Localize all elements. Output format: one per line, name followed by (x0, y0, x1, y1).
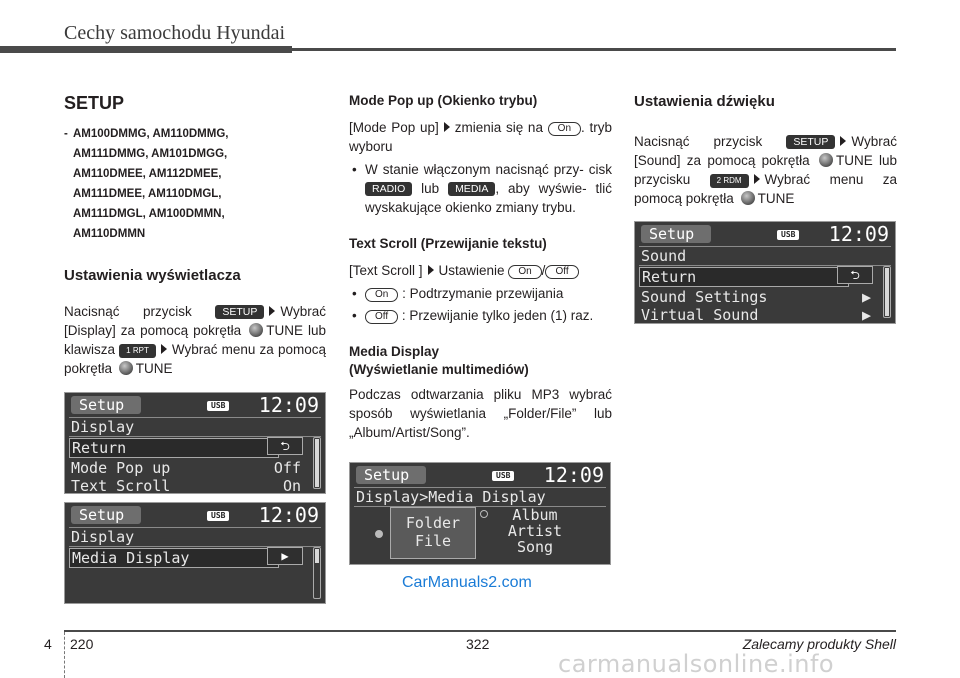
usb-badge: USB (777, 230, 799, 240)
clock: 12:09 (828, 222, 889, 246)
display-instructions: Nacisnąć przycisk SETUP Wybrać [Display] za pomocą pokrętła TUNE lub klawisza 1 RPT Wybrać menu za pomocą pokrętła TUNE (64, 304, 326, 376)
text-scroll-bullet-off: • Off : Przewijanie tylko jeden (1) raz. (352, 308, 594, 323)
menu-item-sound-settings: Sound Settings ▶ (641, 288, 871, 306)
usb-badge: USB (207, 401, 229, 411)
menu-title: Sound (641, 247, 687, 265)
header-line (64, 48, 896, 51)
clock: 12:09 (543, 463, 604, 487)
menu-title: Display (71, 528, 135, 546)
menu-item-media-display: Media Display (69, 548, 279, 568)
sound-instructions: Nacisnąć przycisk SETUP Wybrać [Sound] za pomocą pokrętła TUNE lub przycisku 2 RDM Wybrać menu za pomocą pokrętła TUNE (634, 134, 897, 206)
model-line: AM110DMMN (73, 228, 146, 240)
text-scroll-text: [Text Scroll ] Ustawienie On / Off (349, 261, 612, 280)
header-title: Cechy samochodu Hyundai (64, 22, 286, 44)
mode-popup-bullet: • W stanie włączonym nacisnąć przy- cisk RADIO lub MEDIA , aby wyświe- tlić wyskakujące okienko zmiany trybu. (352, 162, 612, 215)
center-page-number: 322 (466, 636, 490, 652)
menu-item-virtual-sound: Virtual Sound ▶ (641, 306, 871, 324)
radio-selected-icon (375, 530, 383, 538)
setup-key-icon: SETUP (786, 135, 835, 149)
screen-title: Setup (71, 506, 141, 524)
model-list: - AM100DMMG, AM110DMMG, AM111DMMG, AM101DMGG, AM110DMEE, AM112DMEE, AM111DMEE, AM110DMGL, AM111DMGL, AM100DMMN, AM110DMMN (64, 124, 326, 244)
arrow-right-icon (444, 122, 450, 132)
off-button-icon: Off (545, 265, 578, 279)
tune-knob-icon (249, 323, 263, 337)
menu-title: Display (71, 418, 135, 436)
arrow-right-icon (161, 344, 167, 354)
arrow-right-icon: ▶ (267, 547, 303, 565)
media-display-options-screen (349, 462, 611, 565)
clock: 12:09 (258, 503, 319, 527)
media-display-text: Podczas odtwarzania pliku MP3 wybrać sposób wyświetlania „Folder/File” lub „Album/Artist/Song”. (349, 387, 612, 440)
on-button-icon: On (508, 265, 541, 279)
heading-mode-popup: Mode Pop up (Okienko trybu) (349, 93, 538, 108)
setup-key-icon: SETUP (215, 305, 264, 319)
return-icon: ⮌ (837, 266, 873, 284)
footer-line (64, 630, 896, 632)
model-line: AM111DMMG, AM101DMGG, (73, 148, 228, 160)
usb-badge: USB (492, 471, 514, 481)
arrow-right-icon (269, 306, 275, 316)
section-title-setup: SETUP (64, 93, 125, 113)
return-icon: ⮌ (267, 437, 303, 455)
menu-item-text-scroll: Text Scroll On (71, 477, 301, 494)
mode-popup-text: [Mode Pop up] zmienia się na On . tryb wyboru (349, 120, 612, 154)
arrow-right-icon (428, 265, 434, 275)
bottom-watermark: carmanualsonline.info (558, 650, 835, 678)
radio-key-icon: RADIO (365, 182, 412, 196)
rdm-key-icon: 2 RDM (710, 174, 749, 188)
scrollbar (313, 437, 321, 489)
screen-title: Setup (71, 396, 141, 414)
menu-item-mode-popup: Mode Pop up Off (71, 459, 301, 477)
off-button-icon: Off (365, 310, 398, 324)
model-line: AM111DMEE, AM110DMGL, (73, 188, 222, 200)
model-line: AM110DMEE, AM112DMEE, (73, 168, 222, 180)
heading-media-display: Media Display (Wyświetlanie multimediów) (349, 344, 529, 377)
scrollbar (883, 266, 891, 318)
column-2 (349, 92, 612, 456)
on-button-icon: On (365, 288, 398, 302)
radio-unselected-icon (480, 510, 488, 518)
footer-right-text: Zalecamy produkty Shell (742, 636, 896, 652)
screen-title: Setup (641, 225, 711, 243)
menu-item-return: Return (639, 267, 849, 287)
scrollbar (313, 547, 321, 599)
display-settings-screen (64, 392, 326, 494)
section-title-sound: Ustawienia dźwięku (634, 93, 775, 110)
footer-divider (64, 632, 65, 678)
screen-title: Setup (356, 466, 426, 484)
rpt-key-icon: 1 RPT (119, 344, 156, 358)
column-1 (64, 92, 326, 392)
option-album-artist-song: Album Artist Song (507, 506, 563, 556)
subtitle-display-settings: Ustawienia wyświetlacza (64, 267, 241, 284)
chapter-number: 4 (44, 636, 52, 652)
column-3 (634, 92, 897, 222)
arrow-right-icon: ▶ (861, 306, 871, 324)
model-line: AM100DMMG, AM110DMMG, (73, 128, 229, 140)
model-line: AM111DMGL, AM100DMMN, (73, 208, 225, 220)
watermark-carmanuals: CarManuals2.com (402, 574, 532, 591)
menu-item-return: Return (69, 438, 279, 458)
tune-knob-icon (819, 153, 833, 167)
menu-path: Display>Media Display (356, 488, 546, 506)
media-display-screen (64, 502, 326, 604)
arrow-right-icon: ▶ (861, 288, 871, 306)
on-button-icon: On (548, 122, 581, 136)
usb-badge: USB (207, 511, 229, 521)
media-key-icon: MEDIA (448, 182, 495, 196)
option-folder-file: Folder File (390, 507, 476, 559)
heading-text-scroll: Text Scroll (Przewijanie tekstu) (349, 236, 547, 251)
tune-knob-icon (119, 361, 133, 375)
arrow-right-icon (840, 136, 846, 146)
sound-settings-screen (634, 221, 896, 324)
text-scroll-bullet-on: • On : Podtrzymanie przewijania (352, 286, 564, 301)
tune-knob-icon (741, 191, 755, 205)
arrow-right-icon (754, 174, 760, 184)
page-number: 220 (70, 636, 94, 652)
clock: 12:09 (258, 393, 319, 417)
